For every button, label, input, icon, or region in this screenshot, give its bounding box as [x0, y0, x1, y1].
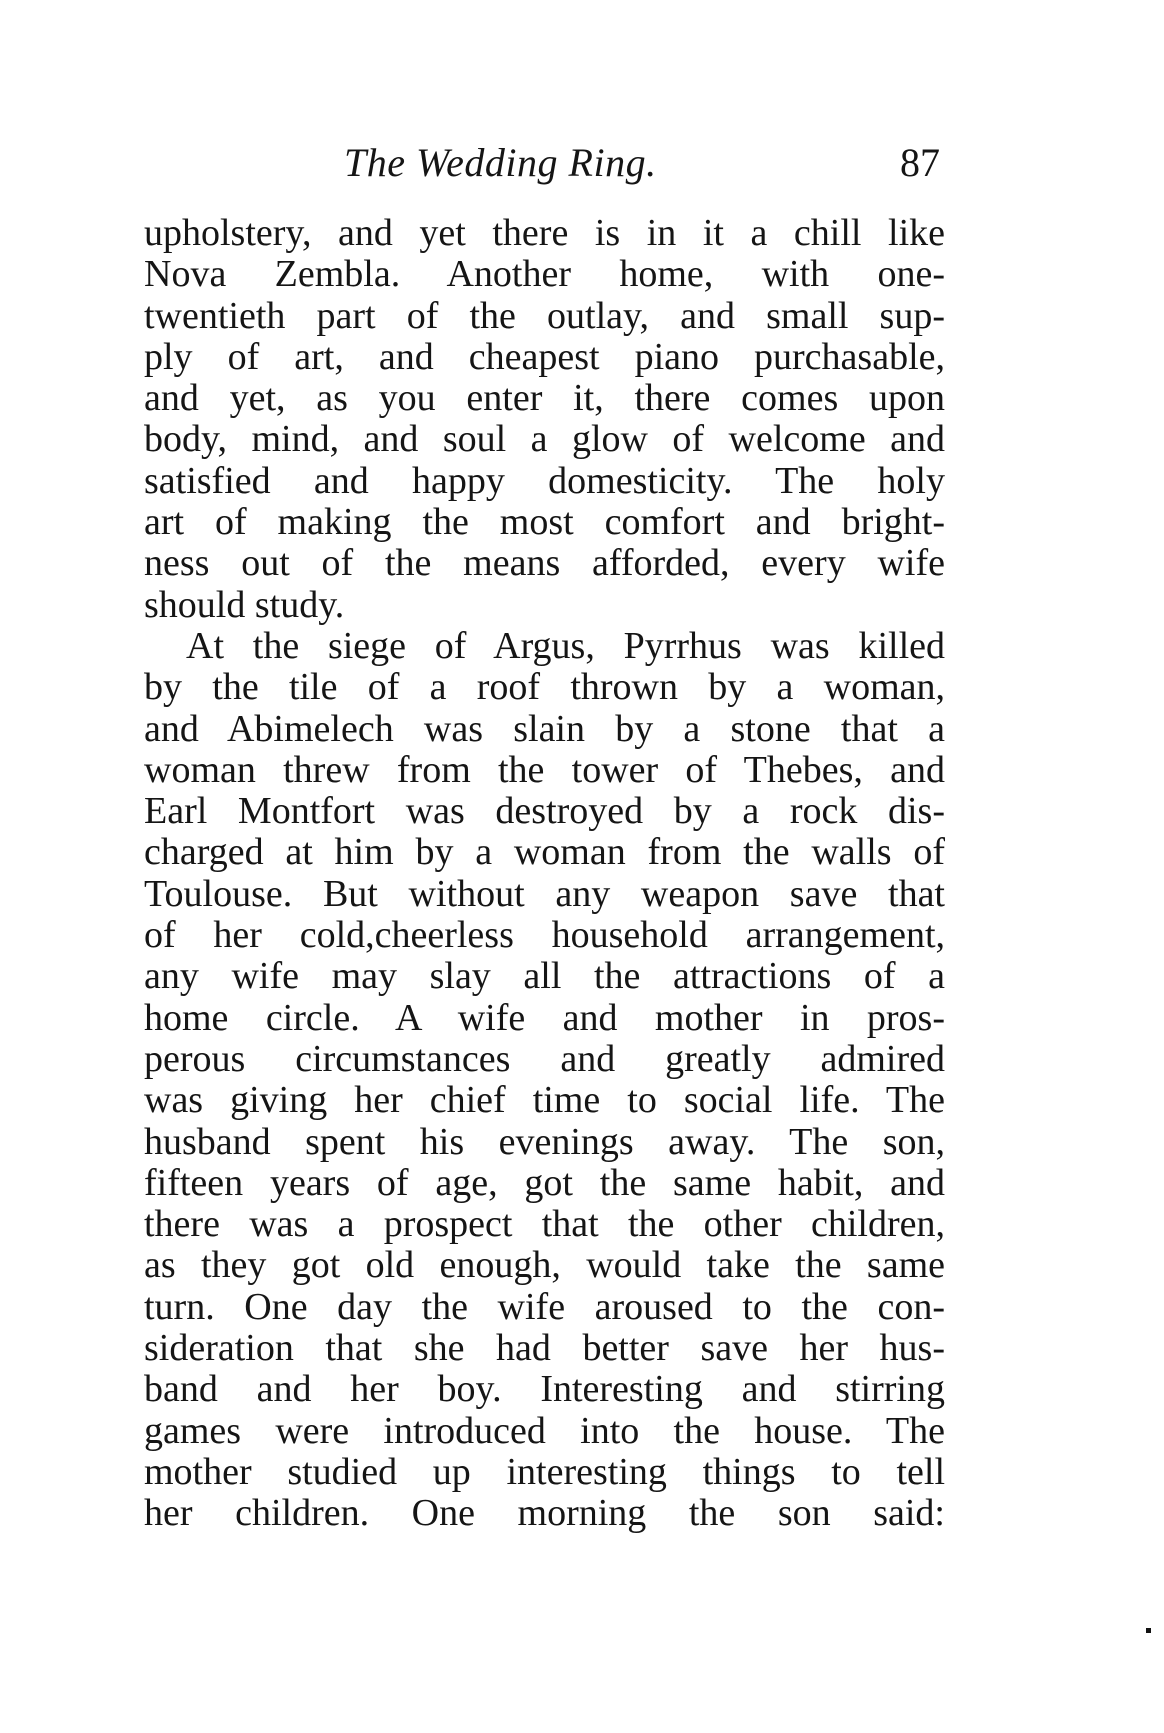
body-text [144, 213, 945, 1535]
text-line: ness out of the means afforded, every wife [144, 543, 945, 585]
text-line: Nova Zembla. Another home, with one- [144, 254, 945, 296]
text-line: upholstery, and yet there is in it a chill like [144, 213, 945, 254]
text-line: of her cold,cheerless household arrangement, [144, 915, 945, 957]
text-line: body, mind, and soul a glow of welcome and [144, 419, 945, 461]
running-title: The Wedding Ring. [344, 140, 657, 185]
text-line: fifteen years of age, got the same habit, and [144, 1162, 945, 1204]
text-line: her children. One morning the son said: [144, 1493, 945, 1535]
text-line: sideration that she had better save her hus- [144, 1328, 945, 1370]
text-line: ply of art, and cheapest piano purchasable, [144, 336, 945, 378]
text-line: by the tile of a roof thrown by a woman, [144, 667, 945, 709]
text-line: woman threw from the tower of Thebes, and [144, 749, 945, 791]
text-line: home circle. A wife and mother in pros- [144, 997, 945, 1039]
page-header [344, 138, 940, 188]
text-line: band and her boy. Interesting and stirring [144, 1369, 945, 1411]
text-line: any wife may slay all the attractions of a [144, 956, 945, 998]
text-line: charged at him by a woman from the walls of [144, 832, 945, 874]
text-line: perous circumstances and greatly admired [144, 1038, 945, 1080]
text-line: art of making the most comfort and bright- [144, 502, 945, 544]
text-line: was giving her chief time to social life. The [144, 1080, 945, 1122]
text-line: At the siege of Argus, Pyrrhus was killed [186, 625, 945, 667]
text-line: as they got old enough, would take the same [144, 1245, 945, 1287]
text-line: turn. One day the wife aroused to the con- [144, 1286, 945, 1328]
page-number: 87 [900, 140, 940, 185]
text-line: and Abimelech was slain by a stone that a [144, 708, 945, 750]
paragraph-1 [144, 213, 945, 626]
text-line: and yet, as you enter it, there comes upon [144, 378, 945, 420]
print-speck [1146, 1628, 1151, 1633]
text-line: games were introduced into the house. The [144, 1410, 945, 1452]
text-line: twentieth part of the outlay, and small sup- [144, 295, 945, 337]
text-line: mother studied up interesting things to tell [144, 1451, 945, 1493]
text-line: there was a prospect that the other children, [144, 1204, 945, 1246]
text-line: satisfied and happy domesticity. The holy [144, 460, 945, 502]
paragraph-2 [144, 626, 945, 1535]
text-line: should study. [144, 584, 345, 626]
text-line: Earl Montfort was destroyed by a rock dis- [144, 791, 945, 833]
text-line: husband spent his evenings away. The son, [144, 1121, 945, 1163]
text-line: Toulouse. But without any weapon save that [144, 873, 945, 915]
